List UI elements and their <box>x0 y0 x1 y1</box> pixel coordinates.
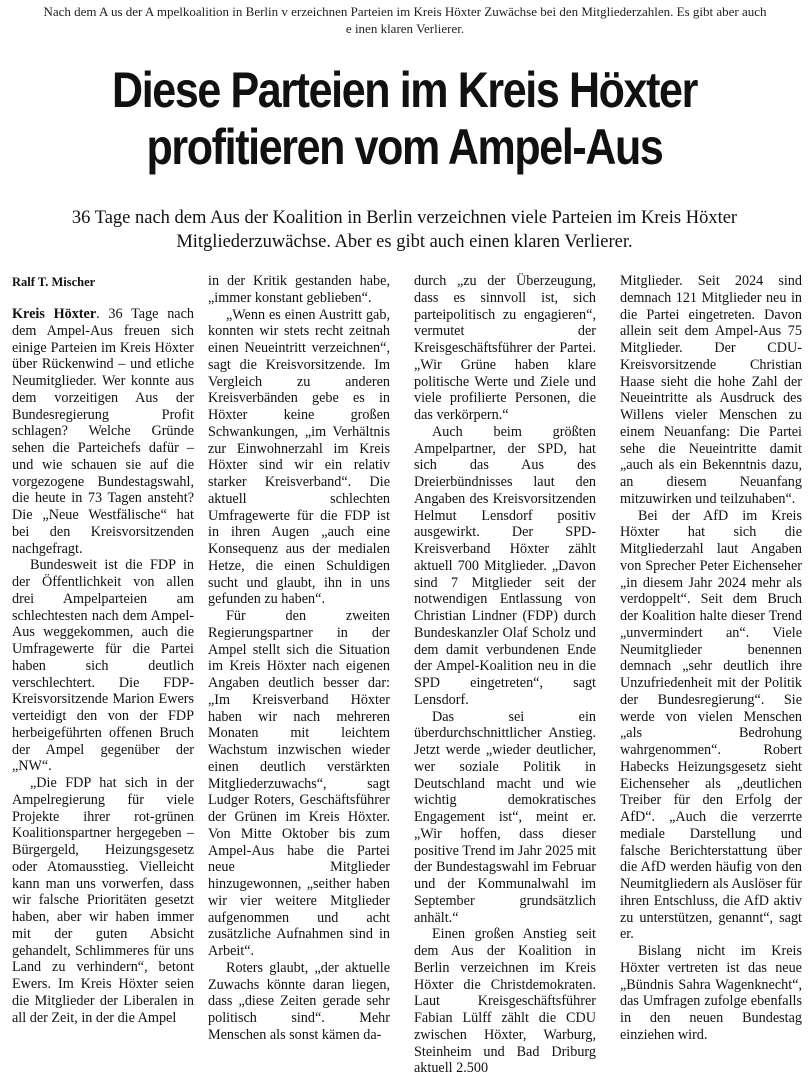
article-paragraph <box>12 306 194 557</box>
article-paragraph: Das sei ein überdurchschnittlicher Anstieg. Jetzt werde „wieder deutlicher, wer soziale Politik in Deutschland macht und wie wichtig demokratisches Engagement ist“, meint er. „Wir hoffen, dass dieser positive Trend im Jahr 2025 mit der Bundestagswahl im Februar und der Kommunalwahl im September grundsätzlich anhält.“ <box>414 708 596 926</box>
paragraph-text: . 36 Tage nach dem Ampel-Aus freuen sich einige Parteien im Kreis Höxter über Rückenwind – und etliche Neumitglieder. Wer konnte aus dem vorzeitigen Aus der Bundesregierung Profit schlagen? Welche Gründe sehen die Parteichefs dafür – und wie schauen sie auf die vorgezogene Bundestagswahl, die heute in 73 Tagen ansteht? Die „Neue Westfälische“ hat bei den Kreisvorsitzenden nachgefragt. <box>12 306 194 557</box>
article-column-2 <box>208 273 390 1044</box>
author-byline: Ralf T. Mischer <box>12 275 96 289</box>
subheadline-line-2: Mitgliederzuwächse. Aber es gibt auch einen klaren Verlierer. <box>176 232 633 252</box>
headline-line-1: Diese Parteien im Kreis Höxter <box>112 62 697 118</box>
article-paragraph: Bundesweit ist die FDP in der Öffentlichkeit von allen drei Ampelparteien am schlechtesten nach dem Ampel-Aus weggekommen, auch die Umfragewerte für die Partei haben sich deutlich verschlechtert. Die FDP-Kreisvorsitzende Marion Ewers verteidigt den von der FDP herbeigeführten offenen Bruch der Ampel gegenüber der „NW“. <box>12 557 194 775</box>
subheadline <box>10 206 799 254</box>
article-paragraph: „Wenn es einen Austritt gab, konnten wir stets recht zeitnah einen Neueintritt verzeichnen“, sagt die Kreisvorsitzende. Im Vergleich zu anderen Kreisverbänden gebe es in Höxter keine großen Schwankungen, „im Verhältnis zur Einwohnerzahl im Kreis Höxter sind wir ein relativ starker Kreisverband“. Die aktuell schlechten Umfragewerte für die FDP ist in ihren Augen „auch eine Konsequenz aus der medialen Hetze, die einen Schuldigen sucht und glaubt, ihn in uns gefunden zu haben“. <box>208 306 390 608</box>
dateline: Kreis Höxter <box>12 306 97 322</box>
subheadline-line-1: 36 Tage nach dem Aus der Koalition in Berlin verzeichnen viele Parteien im Kreis Höxter <box>71 208 738 228</box>
article-column-4 <box>620 273 802 1044</box>
headline <box>65 62 744 176</box>
article-paragraph: Bislang nicht im Kreis Höxter vertreten ist das neue „Bündnis Sahra Wagenknecht“, das Umfragen zufolge ebenfalls in den neuen Bundestag einziehen wird. <box>620 943 802 1043</box>
article-paragraph: Für den zweiten Regierungspartner in der Ampel stellt sich die Situation im Kreis Höxter nach eigenen Angaben deutlich besser dar: „Im Kreisverband Höxter haben wir nach mehreren Monaten mit leichtem Wachstum inzwischen wieder einen deutlich verstärkten Mitgliederzuwachs“, sagt Ludger Roters, Geschäftsführer der Grünen im Kreis Höxter. Von Mitte Oktober bis zum Ampel-Aus habe die Partei neue Mitglieder hinzugewonnen, „seither haben wir vier weitere Mitglieder aufgenommen und acht zusätzliche Aufnahmen sind in Arbeit“. <box>208 608 390 959</box>
article-paragraph: Roters glaubt, „der aktuelle Zuwachs könnte daran liegen, dass „diese Zeiten gerade sehr politisch sind“. Mehr Menschen als sonst kämen da- <box>208 959 390 1043</box>
article-paragraph: Bei der AfD im Kreis Höxter hat sich die Mitgliederzahl laut Angaben von Sprecher Peter Eichenseher „in diesem Jahr 2024 mehr als verdoppelt“. Seit dem Bruch der Koalition halte dieser Trend „unvermindert an“. Viele Neumitglieder benennen demnach „sehr deutlich ihre Unzufriedenheit mit der Politik der Bundesregierung“. Sie werde von vielen Menschen „als Bedrohung wahrgenommen“. Robert Habecks Heizungsgesetz sieht Eichenseher als „deutlichen Treiber für den Erfolg der AfD“. „Auch die verzerrte mediale Darstellung und falsche Berichterstattung über die AfD werden häufig von den Neumitgliedern als Auslöser für ihren Entschluss, die AfD aktiv zu unterstützen, genannt“, sagt er. <box>620 507 802 943</box>
article-paragraph: „Die FDP hat sich in der Ampelregierung für viele Projekte ihrer rot-grünen Koalitionspartner hergegeben – Bürgergeld, Heizungsgesetz oder Atomausstieg. Vielleicht kann man uns vorwerfen, dass wir falsche Prioritäten gesetzt haben, aber wir haben immer mit der guten Absicht gehandelt, Schlimmeres für uns Land zu verhindern“, betont Ewers. Im Kreis Höxter seien die Mitglieder der Liberalen in all der Zeit, in der die Ampel <box>12 775 194 1026</box>
article-paragraph: durch „zu der Überzeugung, dass es sinnvoll ist, sich parteipolitisch zu engagieren“, vermutet der Kreisgeschäftsführer der Partei. „Wir Grüne haben klare politische Werte und Ziele und viele profilierte Personen, die das verkörpern.“ <box>414 273 596 423</box>
photo-caption: Nach dem A us der A mpelkoalition in Berlin v erzeichnen Parteien im Kreis Höxter Zuwächse bei den Mitgliederzahlen. Es gibt aber auch e inen klaren Verlierer. <box>43 4 767 36</box>
article-column-1 <box>12 306 194 1026</box>
article-paragraph: Mitglieder. Seit 2024 sind demnach 121 Mitglieder neu in die Partei eingetreten. Davon allein seit dem Ampel-Aus 75 Mitglieder. Der CDU-Kreisvorsitzende Christian Haase sieht die hohe Zahl der Neueintritte als Ausdruck des Willens vieler Menschen zu einem Neuanfang: Die Partei sehe die Neueintritte damit „auch als ein Bekenntnis dazu, an diesem Neuanfang mitzuwirken und teilzuhaben“. <box>620 273 802 507</box>
article-column-3 <box>414 273 596 1077</box>
article-paragraph: Einen großen Anstieg seit dem Aus der Koalition in Berlin verzeichnen im Kreis Höxter die Christdemokraten. Laut Kreisgeschäftsführer Fabian Lülff zählt die CDU zwischen Höxter, Warburg, Steinheim und Bad Driburg aktuell 2.500 <box>414 926 596 1077</box>
article-paragraph: Auch beim größten Ampelpartner, der SPD, hat sich das Aus des Dreierbündnisses laut den Angaben des Kreisvorsitzenden Helmut Lensdorf positiv ausgewirkt. Der SPD-Kreisverband Höxter zählt aktuell 700 Mitglieder. „Davon sind 7 Mitglieder seit der notwendigen Entlassung von Christian Lindner (FDP) durch Bundeskanzler Olaf Scholz und dem damit verbundenen Ende der Ampel-Koalition neu in die SPD eingetreten“, sagt Lensdorf. <box>414 423 596 708</box>
headline-line-2: profitieren vom Ampel-Aus <box>146 119 663 175</box>
article-paragraph: in der Kritik gestanden habe, „immer konstant geblieben“. <box>208 273 390 306</box>
